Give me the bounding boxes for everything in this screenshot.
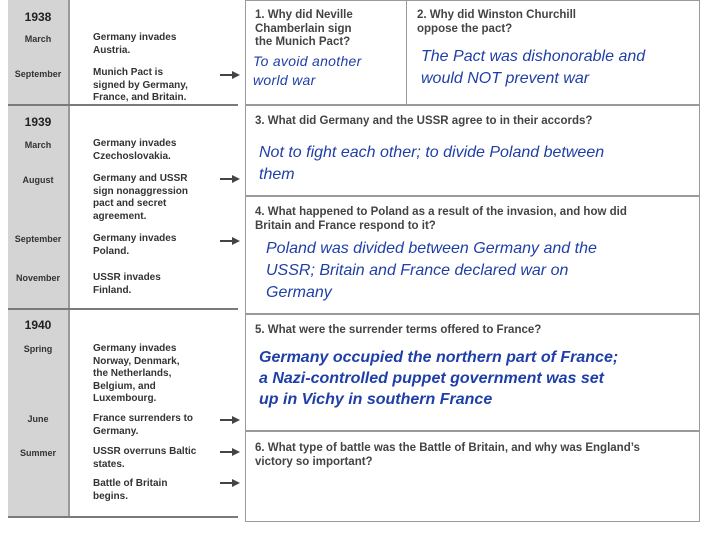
event-text: Germany invades Austria. — [93, 32, 177, 56]
month-label: August — [22, 175, 54, 185]
event-text: Germany and USSR sign nonaggression pact and secret agreement. — [93, 173, 189, 222]
arrow-right-icon — [220, 175, 240, 183]
year-divider-1940 — [8, 308, 238, 310]
question-2: 2. Why did Winston Churchill oppose the pact? — [417, 9, 576, 35]
event-text: France surrenders to Germany. — [93, 413, 194, 437]
arrow-right-icon — [220, 237, 240, 245]
question-3: 3. What did Germany and the USSR agree to in their accords? — [255, 115, 593, 127]
answer-2: The Pact was dishonorable and would NOT prevent war — [421, 48, 646, 87]
timeline-bottom-divider — [8, 516, 238, 518]
month-label: Spring — [23, 344, 53, 354]
answer-4: Poland was divided between Germany and the USSR; Britain and France declared war on Germany — [266, 240, 597, 301]
question-divider — [245, 430, 700, 432]
question-6: 6. What type of battle was the Battle of Britain, and why was England’s victory so important? — [255, 442, 640, 468]
event-text: Germany invades Czechoslovakia. — [93, 138, 177, 162]
event-text: USSR invades Finland. — [93, 272, 161, 296]
year-label-1939: 1939 — [24, 115, 52, 129]
month-label: Summer — [19, 448, 56, 458]
year-label-1940: 1940 — [24, 318, 52, 332]
question-divider — [245, 313, 700, 315]
month-label: September — [14, 69, 62, 79]
question-divider — [245, 195, 700, 197]
event-text: Munich Pact is signed by Germany, France, and Britain. — [93, 67, 188, 103]
arrow-right-icon — [220, 448, 240, 456]
answer-3: Not to fight each other; to divide Poland between them — [259, 144, 605, 183]
month-label: June — [27, 414, 49, 424]
month-label: March — [24, 140, 52, 150]
month-label: November — [15, 273, 60, 283]
event-text: Battle of Britain begins. — [93, 478, 168, 502]
year-label-1938: 1938 — [24, 10, 52, 24]
arrow-right-icon — [220, 71, 240, 79]
question-divider — [245, 104, 700, 106]
question-column-divider — [406, 0, 407, 104]
event-text: Germany invades Poland. — [93, 233, 177, 257]
question-5: 5. What were the surrender terms offered to France? — [255, 324, 542, 336]
answer-5: Germany occupied the northern part of France; a Nazi-controlled puppet government was set up in Vichy in southern France — [259, 349, 619, 408]
month-label: March — [24, 34, 52, 44]
question-1: 1. Why did Neville Chamberlain sign the Munich Pact? — [255, 9, 353, 48]
arrow-right-icon — [220, 479, 240, 487]
month-label: September — [14, 234, 62, 244]
question-4: 4. What happened to Poland as a result of the invasion, and how did Britain and France respond to it? — [255, 206, 627, 232]
answer-1: To avoid another world war — [253, 53, 362, 88]
event-text: USSR overruns Baltic states. — [93, 446, 197, 470]
event-text: Germany invades Norway, Denmark, the Netherlands, Belgium, and Luxembourg. — [93, 343, 180, 404]
arrow-right-icon — [220, 416, 240, 424]
